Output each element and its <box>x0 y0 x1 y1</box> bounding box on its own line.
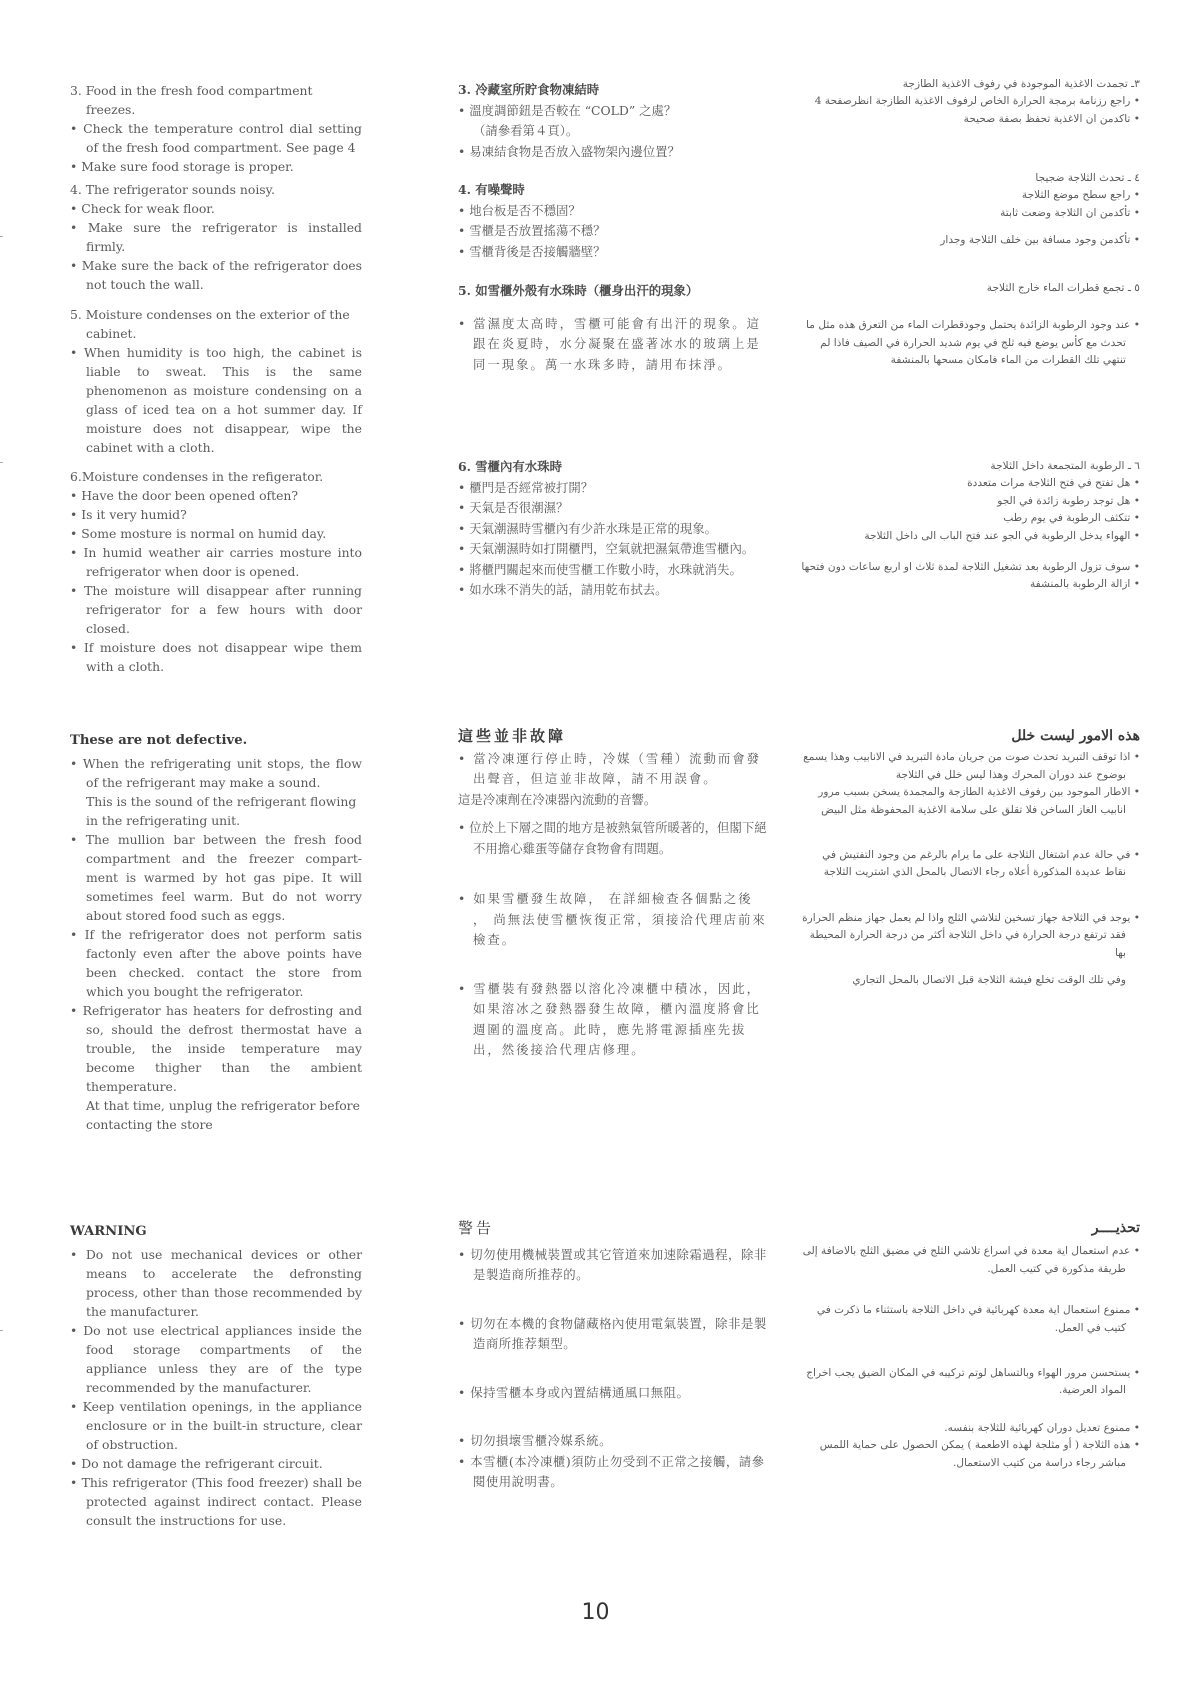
list-item: • الاطار الموجود بين رفوف الاغذية الطازجة والمجمدة يسخن بسبب مرور انابيب الغاز الساخن فلا تقلق على سلامة الاغذية المحفوظة مثل البيض <box>818 786 1140 816</box>
ar-not-defective-title: هذه الامور ليست خلل <box>1011 728 1140 744</box>
list-item: • 天氣潮濕時雪櫃內有少許水珠是正常的現象。 <box>458 520 718 536</box>
ar-section-3-heading: ٣ـ تجمدت الاغذية الموجودة في رفوف الاغذية الطازجة <box>902 78 1140 90</box>
zh-warning <box>458 1218 768 1493</box>
list-item: • Have the door been opened often? <box>70 488 299 503</box>
zh-section-5-heading: 5. 如雪櫃外殼有水珠時（櫃身出汗的現象） <box>458 283 699 298</box>
zh-section-3 <box>458 80 768 162</box>
ar-section-4-heading: ٤ ـ تحدث الثلاجة ضجيجا <box>1035 172 1140 184</box>
list-item: • 雪櫃裝有發熱器以溶化冷凍櫃中積冰，因此，如果溶冰之發熱器發生故障，櫃內溫度將會比週圍的溫度高。此時，應先將電源插座先拔出，然後接洽代理店修理。 <box>458 980 762 1057</box>
en-not-defective-note: This is the sound of the refrigerant flowing in the refrigerating unit. <box>86 794 357 828</box>
list-item: • The moisture will disappear after running refrigerator for a few hours with door closed. <box>70 583 362 636</box>
list-item: • 切勿在本機的食物儲藏格內使用電氣裝置，除非是製造商所推荐類型。 <box>458 1315 767 1351</box>
list-item: • Make sure food storage is proper. <box>70 159 294 174</box>
ar-warning-title: تحذيــــر <box>1091 1220 1140 1236</box>
list-item: • Refrigerator has heaters for defrosting and so, should the defrost thermostat have a trouble, the inside temperature may become thigher than the ambient themperature. <box>70 1003 362 1094</box>
ar-section-4 <box>800 170 1140 250</box>
list-item: • هل توجد رطوبة زائدة في الجو <box>997 494 1140 507</box>
list-item: • 位於上下層之間的地方是被熱氣管所暖著的，但閣下絕不用擔心雞蛋等儲存食物會有問題。 <box>458 820 767 856</box>
list-item: • 將櫃門關起來而使雪櫃工作數小時，水珠就消失。 <box>458 561 742 577</box>
list-item: • 當冷凍運行停止時，冷媒（雪種）流動而會發出聲音，但這並非故障，請不用誤會。 <box>458 750 762 786</box>
list-item: • When the refrigerating unit stops, the flow of the refrigerant may make a sound. <box>70 756 362 790</box>
ar-section-6-heading: ٦ ـ الرطوبة المتجمعة داخل الثلاجة <box>990 460 1140 472</box>
list-item: • 天氣是否很潮濕？ <box>458 500 569 515</box>
ar-section-5 <box>800 280 1140 370</box>
en-not-defective-title: These are not defective. <box>70 733 248 748</box>
en-not-defective-note: At that time, unplug the refrigerator before contacting the store <box>86 1098 360 1132</box>
zh-section-6 <box>458 457 768 601</box>
list-item: • 如水珠不消失的話，請用乾布拭去。 <box>458 582 668 597</box>
en-section-3-heading: 3. Food in the fresh food compartment freezes. <box>70 83 313 117</box>
list-item: • Check the temperature control dial setting of the fresh food compartment. See page 4 <box>70 121 362 155</box>
list-item: • تأكدمن وجود مسافة بين خلف الثلاجة وجدار <box>940 234 1140 247</box>
list-item: • اذا توقف التبريد تحدث صوت من جريان مادة التبريد في الانابيب وهذا يسمع بوضوح عند دوران المحرك وهذا ليس خلل في الثلاجة <box>803 751 1140 781</box>
ar-not-defective-note: وفي تلك الوقت تخلع فيشة الثلاجة قبل الاتصال بالمحل التجاري <box>852 974 1126 987</box>
list-item: • 櫃門是否經常被打開？ <box>458 479 594 495</box>
zh-section-3-note: （請參看第４頁）。 <box>473 123 579 138</box>
en-section-5-heading: 5. Moisture condenses on the exterior of the cabinet. <box>70 307 350 341</box>
en-section-6 <box>70 467 362 676</box>
en-section-5 <box>70 305 362 457</box>
ar-not-defective <box>800 728 1140 989</box>
zh-section-3-heading: 3. 冷藏室所貯食物凍結時 <box>458 82 600 97</box>
list-item: • Do not damage the refrigerant circuit. <box>70 1456 323 1471</box>
en-section-4 <box>70 180 362 294</box>
en-not-defective <box>70 731 362 1134</box>
zh-section-4-heading: 4. 有噪聲時 <box>458 182 525 197</box>
list-item: • Do not use mechanical devices or other means to accelerate the defronsting process, other than those recommended by the manufacturer. <box>70 1247 362 1319</box>
list-item: • ممنوع استعمال اية معدة كهربائية في داخل الثلاجة باستثناء ما ذكرت في كتيب في العمل. <box>816 1304 1140 1334</box>
list-item: • 切勿使用機械裝置或其它管道來加速除霜過程，除非是製造商所推荐的。 <box>458 1246 767 1282</box>
list-item: • If the refrigerator does not perform satis factonly even after the above points have been checked. contact the store from which you bought the refrigerator. <box>70 927 362 999</box>
list-item: • هذه الثلاجة ( أو مثلجة لهذه الاطعمة ) يمكن الحصول على حماية اللمس مباشر رجاء دراسة من كتيب الاستعمال. <box>819 1439 1140 1469</box>
list-item: • 地台板是否不穩固？ <box>458 202 581 218</box>
list-item: • If moisture does not disappear wipe them with a cloth. <box>70 640 362 674</box>
list-item: • عند وجود الرطوبة الزائدة يحتمل وجودقطرات الماء من التعرق هذه مثل ما تحدث مع كأس يوضع فيه ثلج في يوم شديد الحرارة في الصيف فاذا لم تنتهي تلك القطرات من الماء فامكان مسحها بالمنشفة <box>806 319 1140 367</box>
zh-not-defective <box>458 726 768 1061</box>
zh-section-6-heading: 6. 雪櫃內有水珠時 <box>458 459 562 474</box>
en-warning-title: WARNING <box>70 1224 147 1239</box>
list-item: • 天氣潮濕時如打開櫃門，空氣就把濕氣帶進雪櫃內。 <box>458 541 755 556</box>
list-item: • When humidity is too high, the cabinet is liable to sweat. This is the same phenomenon as moisture condensing on a glass of iced tea on a hot summer day. If moisture does not disappear, wipe the cabinet with a cloth. <box>70 345 362 455</box>
list-item: • Keep ventilation openings, in the appliance enclosure or in the built-in structure, clear of obstruction. <box>70 1399 362 1452</box>
list-item: • ازالة الرطوبة بالمنشفة <box>1029 578 1140 591</box>
list-item: • تأكدمن ان الثلاجة وضعت ثابتة <box>1000 206 1140 219</box>
list-item: • 易凍結食物是否放入盛物架內邊位置？ <box>458 143 680 159</box>
list-item: • Make sure the refrigerator is installed firmly. <box>70 220 362 254</box>
list-item: • 切勿損壞雪櫃冷媒系統。 <box>458 1433 613 1448</box>
ar-section-5-heading: ٥ ـ تجمع قطرات الماء خارج الثلاجة <box>986 282 1140 294</box>
list-item: • Is it very humid? <box>70 507 187 522</box>
zh-warning-title: 警告 <box>458 1219 495 1237</box>
en-section-3 <box>70 81 362 176</box>
list-item: • ممنوع تعديل دوران كهربائية للثلاجة بنفسه. <box>944 1421 1140 1434</box>
list-item: • راجع سطح موضع الثلاجة <box>1021 189 1140 202</box>
page-number: 10 <box>581 1600 610 1625</box>
list-item: • 本雪櫃(本冷凍櫃)須防止勿受到不正常之接觸，請參閱使用說明書。 <box>458 1453 765 1489</box>
list-item: • 當濕度太高時，雪櫃可能會有出汗的現象。這跟在炎夏時，水分凝聚在盛著冰水的玻璃上是同一現象。萬一水珠多時，請用布抹淨。 <box>458 315 762 372</box>
fold-mark <box>0 462 3 463</box>
ar-section-3 <box>800 76 1140 128</box>
list-item: • 溫度調節鈕是否較在 “COLD” 之處？ <box>458 102 677 118</box>
en-section-4-heading: 4. The refrigerator sounds noisy. <box>70 182 275 197</box>
list-item: • Some mosture is normal on humid day. <box>70 526 327 541</box>
zh-section-4 <box>458 180 768 262</box>
list-item: • 雪櫃是否放置搖蕩不穩？ <box>458 223 606 238</box>
list-item: • 雪櫃背後是否接觸牆壁？ <box>458 243 606 259</box>
fold-mark <box>0 236 3 237</box>
list-item: • عدم استعمال اية معدة في اسراع تلاشي الثلج في مضيق الثلج بالاضافة إلى طريقة مذكورة في كتيب العمل. <box>802 1245 1140 1275</box>
ar-section-6 <box>800 458 1140 594</box>
list-item: • الهواء يدخل الرطوبة في الجو عند فتح الباب الى داخل الثلاجة <box>864 529 1140 542</box>
list-item: • 如果雪櫃發生故障， 在詳細檢查各個點之後 ， 尚無法使雪櫃恢復正常，須接洽代理店前來檢查。 <box>458 891 767 947</box>
list-item: • تاكدمن ان الاغذية تحفظ بصفة صحيحة <box>963 112 1140 125</box>
list-item: • 保持雪櫃本身或內置結構通風口無阻。 <box>458 1384 690 1400</box>
list-item: • Make sure the back of the refrigerator does not touch the wall. <box>70 258 362 292</box>
list-item: • هل تفتح في فتح الثلاجة مرات متعددة <box>967 477 1140 490</box>
zh-not-defective-note: 這是冷凍劑在冷凍器內流動的音響。 <box>458 791 657 807</box>
list-item: • تتكثف الرطوبة في يوم رطب <box>1003 512 1140 525</box>
list-item: • يستحسن مرور الهواء وبالتساهل لوتم تركيبه في المكان الضيق يجب اخراج المواد العرضية. <box>806 1367 1140 1397</box>
en-warning <box>70 1222 362 1530</box>
list-item: • راجع رزنامة برمجة الحرارة الخاص لرفوف الاغذية الطازجة انظرصفحة 4 <box>814 95 1140 108</box>
list-item: • In humid weather air carries mosture into refrigerator when door is opened. <box>70 545 362 579</box>
list-item: • This refrigerator (This food freezer) shall be protected against indirect contact. Please consult the instructions for use. <box>70 1475 362 1528</box>
list-item: • The mullion bar between the fresh food compartment and the freezer compart-ment is warmed by hot gas pipe. It will sometimes feel warm. But do not worry about stored food such as eggs. <box>70 832 362 923</box>
list-item: • سوف تزول الرطوبة بعد تشغيل الثلاجة لمدة ثلاث او اربع ساعات دون فتحها <box>801 561 1140 574</box>
list-item: • Check for weak floor. <box>70 201 215 216</box>
ar-warning <box>800 1220 1140 1472</box>
en-section-6-heading: 6.Moisture condenses in the refigerator. <box>70 469 324 484</box>
zh-not-defective-title: 這些並非故障 <box>458 727 567 745</box>
fold-mark <box>0 1330 3 1331</box>
list-item: • Do not use electrical appliances inside the food storage compartments of the appliance unless they are of the type recommended by the manufacturer. <box>70 1323 362 1395</box>
list-item: • في حالة عدم اشتغال الثلاجة على ما يرام بالرغم من وجود التفتيش في نقاط عديدة المذكورة أعلاه رجاء الاتصال بالمحل الذي اشتريت الثلاجة <box>822 849 1140 879</box>
zh-section-5 <box>458 281 768 375</box>
list-item: • يوجد في الثلاجة جهاز تسخين لتلاشي الثلج واذا لم يعمل جهاز منظم الحرارة فقد ترتفع درجة الحرارة في داخل الثلاجة أكثر من درجة الحرارة المحيطة بها <box>802 911 1140 959</box>
